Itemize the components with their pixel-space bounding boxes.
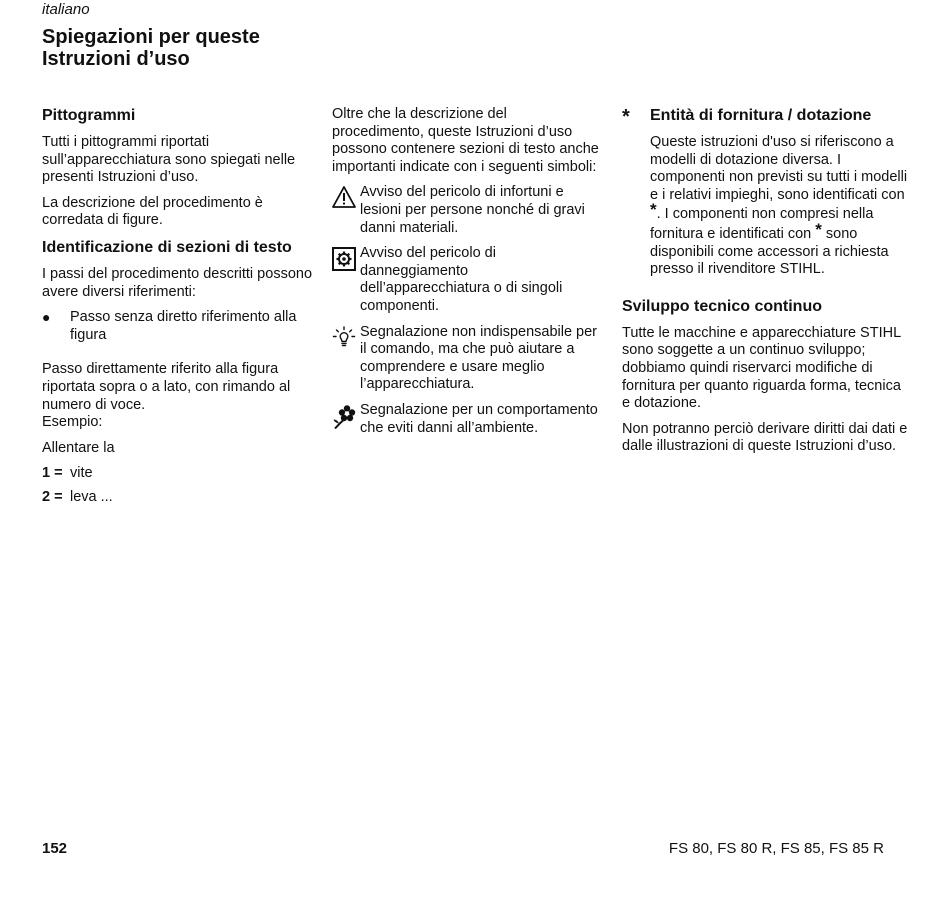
sviluppo-paragraph-1: Tutte le macchine e apparecchiature STIHL sono soggette a un continuo sviluppo; dobbiamo quindi riservarci modifiche di fornitura per quanto riguarda forma, tecnica e dotazione.	[622, 324, 901, 412]
identificazione-paragraph-3: Allentare la	[42, 439, 115, 456]
numbered-item-text: vite	[70, 465, 93, 482]
numbered-item-text: leva ...	[70, 488, 113, 505]
numbered-item-2	[42, 489, 314, 507]
symbol-item-tip	[332, 324, 600, 394]
fornitura-heading: Entità di fornitura / dotazione	[650, 107, 872, 124]
column-middle	[332, 106, 600, 445]
pittogrammi-paragraph-1: Tutti i pittogrammi riportati sull’apparecchiatura sono spiegati nelle presenti Istruzioni d’uso.	[42, 134, 296, 186]
symbol-text: Avviso del pericolo di danneggiamento dell’apparecchiatura o di singoli componenti.	[360, 245, 563, 314]
asterisk-inline: *	[815, 219, 822, 239]
asterisk-marker: *	[622, 106, 630, 128]
model-names: FS 80, FS 80 R, FS 85, FS 85 R	[668, 840, 884, 857]
pittogrammi-heading: Pittogrammi	[42, 107, 136, 124]
symbol-text: Segnalazione non indispensabile per il comando, ma che può aiutare a comprendere e usare meglio l’apparecchiatura.	[360, 323, 598, 393]
fornitura-text-3: sono disponibili come accessori a richiesta presso il rivenditore STIHL.	[650, 225, 889, 278]
identificazione-paragraph-1: I passi del procedimento descritti possono avere diversi riferimenti:	[42, 265, 313, 300]
symbol-item-damage	[332, 245, 600, 315]
page-title	[42, 26, 260, 70]
gear-box-icon	[332, 245, 360, 315]
page-title-line-2: Istruzioni d’uso	[42, 48, 190, 70]
language-label: italiano	[42, 1, 90, 18]
page-title-line-1: Spiegazioni per queste	[42, 26, 260, 48]
sviluppo-heading: Sviluppo tecnico continuo	[622, 297, 822, 315]
symbols-intro: Oltre che la descrizione del procedimento, queste Istruzioni d’uso possono contenere sezioni di testo anche importanti indicate con i seguenti simboli:	[332, 106, 599, 175]
symbol-item-warning	[332, 184, 600, 237]
bullet-text: Passo senza diretto riferimento alla figura	[70, 309, 297, 343]
fornitura-heading-row	[622, 106, 912, 134]
numbered-item-1	[42, 465, 314, 483]
fornitura-text-1: Queste istruzioni d'uso si riferiscono a modelli di dotazione diversa. I componenti non previsti su tutti i modelli e i relativi impieghi, sono identificati con	[650, 134, 908, 203]
pittogrammi-paragraph-2: La descrizione del procedimento è corredata di figure.	[42, 194, 263, 229]
symbol-item-environment	[332, 402, 600, 437]
asterisk-inline: *	[650, 200, 657, 220]
lightbulb-icon	[332, 324, 360, 394]
warning-triangle-icon	[332, 184, 360, 237]
column-left	[42, 106, 314, 513]
identificazione-esempio: Esempio:	[42, 414, 103, 431]
column-right	[622, 106, 912, 464]
bullet-dot: ●	[42, 309, 51, 326]
numbered-item-number: 2 =	[42, 488, 63, 505]
fornitura-paragraph	[622, 134, 912, 279]
identificazione-paragraph-2: Passo direttamente riferito alla figura riportata sopra o a lato, con rimando al numero di voce.	[42, 361, 291, 413]
fornitura-text-2: . I componenti non compresi nella fornitura e identificati con	[650, 206, 874, 242]
symbol-text: Segnalazione per un comportamento che eviti danni all’ambiente.	[360, 401, 598, 436]
sviluppo-paragraph-2: Non potranno perciò derivare diritti dai dati e dalle illustrazioni di queste Istruzioni d’uso.	[622, 420, 908, 455]
page-number: 152	[42, 840, 68, 857]
numbered-item-number: 1 =	[42, 465, 63, 482]
bullet-item	[42, 309, 314, 344]
flower-icon	[332, 402, 360, 437]
symbol-text: Avviso del pericolo di infortuni e lesioni per persone nonché di gravi danni materiali.	[360, 184, 585, 236]
identificazione-heading: Identificazione di sezioni di testo	[42, 238, 292, 256]
